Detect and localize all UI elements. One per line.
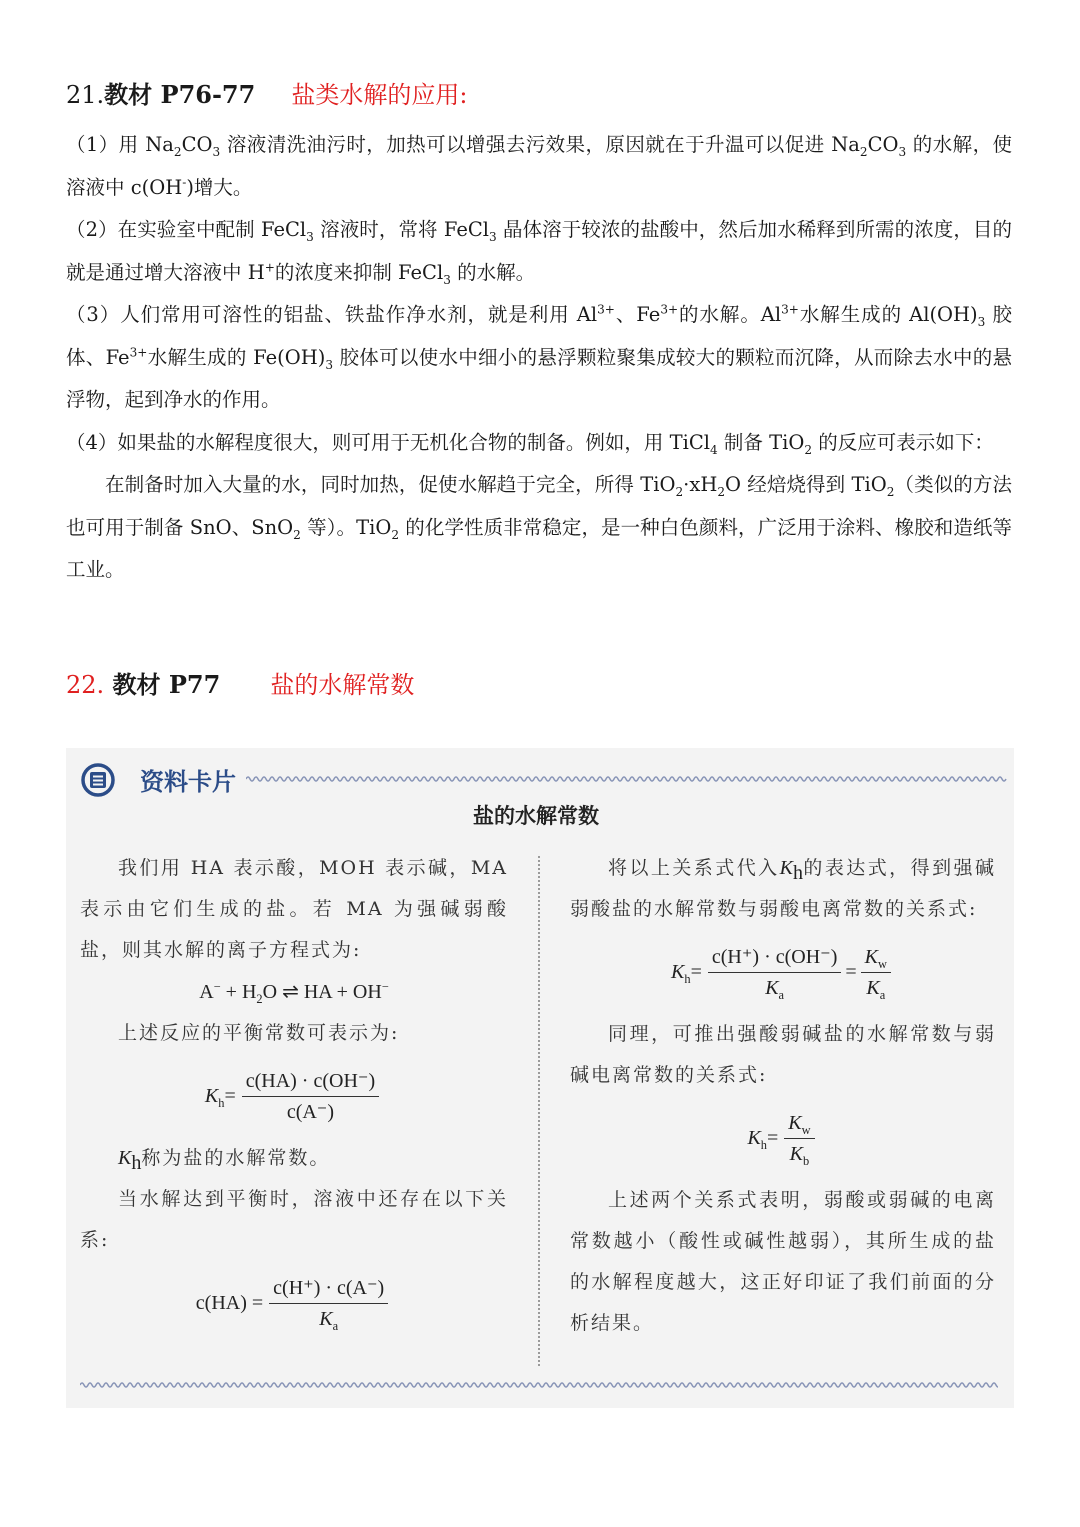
wave-divider-bottom: [80, 1380, 998, 1390]
similar-text: 同理，可推出强酸弱碱盐的水解常数与弱碱电离常数的关系式:: [570, 1023, 996, 1086]
kh-formula: $K_h=$ $\frac{c(HA) \cdot c(OH^-)}{c(A^-)}$: [80, 1054, 508, 1138]
card-right-column: [570, 848, 996, 1344]
section-22-source: 教材 P77: [112, 670, 221, 699]
relation-intro: 当水解达到平衡时，溶液中还存在以下关系:: [80, 1188, 508, 1251]
kh-kb-formula: $K_h=$ $\frac{K_w}{K_b}$: [570, 1096, 996, 1180]
paragraph-3: （3）人们常用可溶性的铝盐、铁盐作净水剂，就是利用 $Al^{3+}$、$Fe^{3+}$的水解。$Al^{3+}$水解生成的 $Al(OH)_3$ 胶体、$Fe^{3+}$水解生成的 $Fe(OH)_3$ 胶体可以使水中细小的悬浮颗粒聚集成较大的颗粒而沉降，从而除去水中的悬浮物，起到净水的作用。: [66, 302, 1012, 411]
section-21-title: [66, 80, 467, 110]
section-22-heading: 盐的水解常数: [270, 671, 415, 699]
paragraph-1: （1）用 $Na_2CO_3$ 溶液清洗油污时，加热可以增强去污效果，原因就在于升温可以促进 $Na_2CO_3$ 的水解，使溶液中 c(OH-)增大。: [66, 133, 1013, 199]
card-header: [80, 760, 1000, 800]
equilibrium-arrow: ⇌: [282, 981, 299, 1003]
kh-intro: 上述反应的平衡常数可表示为:: [118, 1022, 400, 1044]
section-21-heading: 盐类水解的应用:: [291, 81, 468, 109]
document-lines-icon: [80, 760, 120, 800]
wave-divider-top: [246, 774, 1010, 784]
left-intro: 我们用 HA 表示酸，MOH 表示碱，MA 表示由它们生成的盐。若 MA 为强碱弱酸盐，则其水解的离子方程式为:: [80, 857, 508, 961]
column-divider: [538, 856, 540, 1366]
section-21-number: 21.: [66, 81, 105, 109]
section-22-title: [66, 670, 414, 700]
kh-definition: $K_h$称为盐的水解常数。: [118, 1147, 331, 1174]
conclusion-text: 上述两个关系式表明，弱酸或弱碱的电离常数越小（酸性或碱性越弱），其所生成的盐的水解程度越大，这正好印证了我们前面的分析结果。: [570, 1189, 996, 1334]
paragraph-4: （4）如果盐的水解程度很大，则可用于无机化合物的制备。例如，用 TiCl$_4$ 制备 TiO$_2$ 的反应可表示如下：: [66, 430, 994, 457]
right-intro: 将以上关系式代入$K_h$的表达式，得到强碱弱酸盐的水解常数与弱酸电离常数的关系式:: [570, 857, 996, 920]
section-22-number: 22.: [66, 671, 105, 699]
section-21-body: [66, 124, 1012, 592]
section-21-source: 教材 P76-77: [104, 80, 256, 109]
card-left-column: [80, 848, 508, 1345]
paragraph-2: （2）在实验室中配制 FeCl$_3$ 溶液时，常将 FeCl$_3$ 晶体溶于较浓的盐酸中，然后加水稀释到所需的浓度，目的就是通过增大溶液中 H+的浓度来抑制 FeCl$_3$ 的水解。: [66, 218, 1013, 287]
hydrolysis-equation: $A^- + H_2O$ ⇌ HA + OH−: [199, 979, 389, 1006]
kh-ka-formula: $K_h=$ $\frac{c(H^+) \cdot c(OH^-)}{K_a}$ = $\frac{K_w}{K_a}$: [570, 930, 996, 1014]
paragraph-5: 在制备时加入大量的水，同时加热，促使水解趋于完全，所得 $TiO_2\cdot xH_2O$ 经焙烧得到 TiO$_2$（类似的方法也可用于制备 SnO、SnO$_2$ 等）。TiO$_2$ 的化学性质非常稳定，是一种白色颜料，广泛用于涂料、橡胶和造纸等工业。: [66, 473, 1012, 581]
card-label: 资料卡片: [140, 768, 236, 796]
card-title: 盐的水解常数: [473, 804, 599, 828]
cha-formula: c(HA) = $\frac{c(H^+) \cdot c(A^-)}{K_a}$: [80, 1261, 508, 1345]
info-card: [66, 748, 1014, 1408]
